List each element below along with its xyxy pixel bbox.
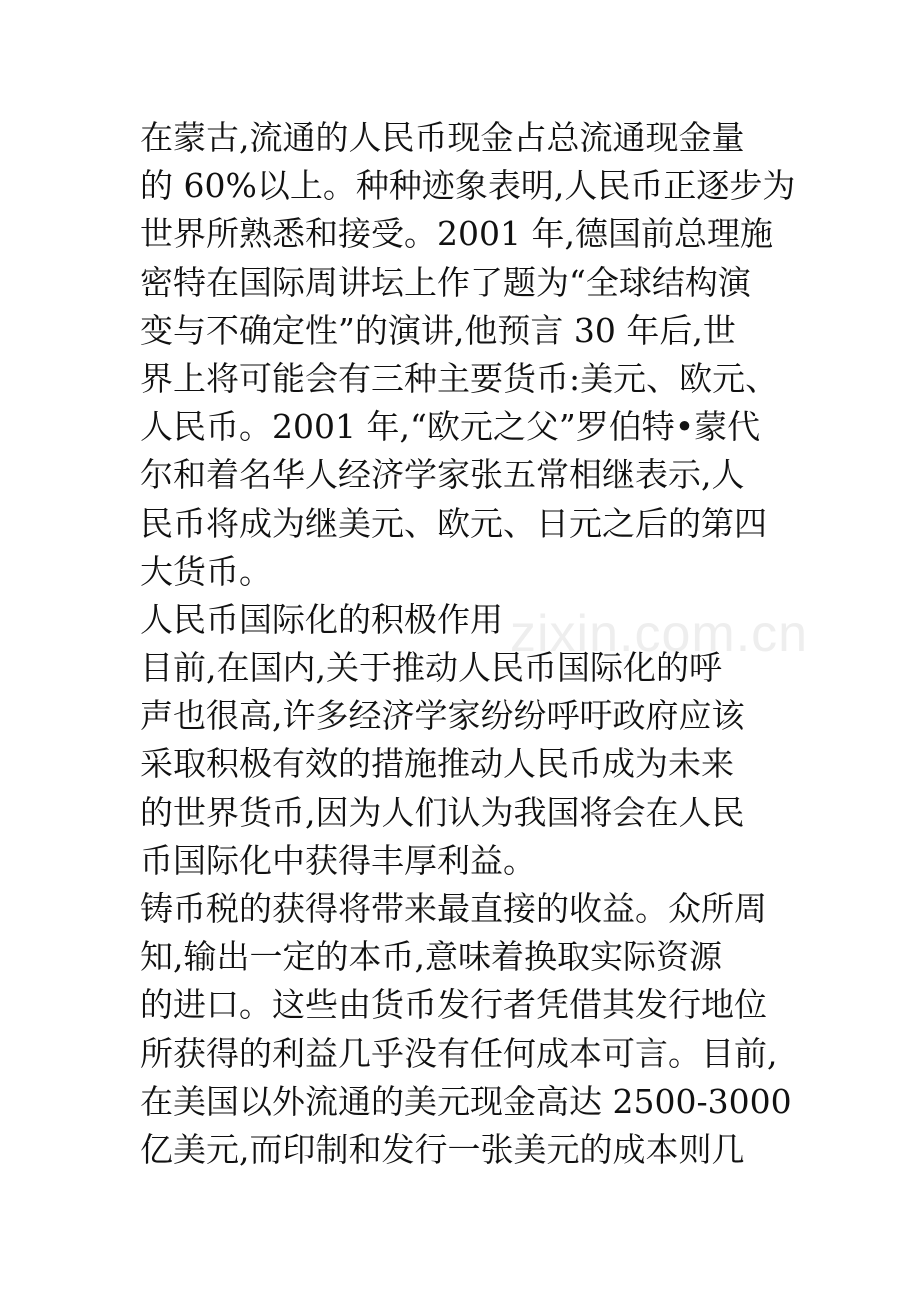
text-line: 的世界货币,因为人们认为我国将会在人民 <box>140 792 745 832</box>
text-line: 的进口。这些由货币发行者凭借其发行地位 <box>140 985 767 1025</box>
text-line: 亿美元,而印制和发行一张美元的成本则几 <box>140 1129 745 1169</box>
text-line: 采取积极有效的措施推动人民币成为未来 <box>140 744 734 784</box>
body-text <box>140 114 800 1174</box>
text-line: 知,输出一定的本币,意味着换取实际资源 <box>140 937 722 977</box>
text-line: 人民币。2001 年,“欧元之父”罗伯特•蒙代 <box>140 407 761 447</box>
text-line: 变与不确定性”的演讲,他预言 30 年后,世 <box>140 310 736 350</box>
text-line: 所获得的利益几乎没有任何成本可言。目前, <box>140 1033 778 1073</box>
text-line: 铸币税的获得将带来最直接的收益。众所周 <box>140 889 767 928</box>
text-line: 声也很高,许多经济学家纷纷呼吁政府应该 <box>140 696 745 736</box>
text-line: 民币将成为继美元、欧元、日元之后的第四 <box>140 503 767 543</box>
text-line: 密特在国际周讲坛上作了题为“全球结构演 <box>140 262 751 302</box>
text-line: 在美国以外流通的美元现金高达 2500-3000 <box>140 1081 792 1121</box>
text-line: 界上将可能会有三种主要货币:美元、欧元、 <box>140 358 779 398</box>
text-line: 的 60%以上。种种迹象表明,人民币正逐步为 <box>140 166 796 206</box>
section-heading: 人民币国际化的积极作用 <box>140 599 503 639</box>
text-line: 大货币。 <box>140 551 272 591</box>
text-line: 尔和着名华人经济学家张五常相继表示,人 <box>140 455 745 495</box>
text-line: 世界所熟悉和接受。2001 年,德国前总理施 <box>140 214 773 254</box>
text-line: 目前,在国内,关于推动人民币国际化的呼 <box>140 648 722 688</box>
text-line: 在蒙古,流通的人民币现金占总流通现金量 <box>140 118 745 157</box>
text-line: 币国际化中获得丰厚利益。 <box>140 840 536 880</box>
watermark: zixin.com.cn <box>510 605 809 663</box>
